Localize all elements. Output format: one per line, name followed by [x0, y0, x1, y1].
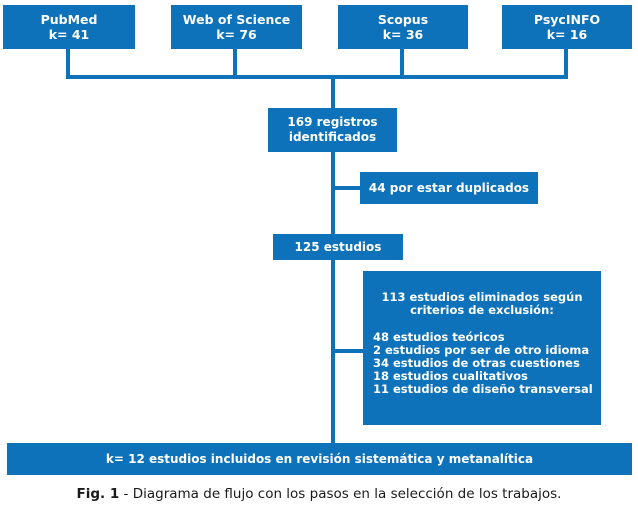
- source-box-pubmed: [3, 5, 135, 49]
- excluded-reason-item: 18 estudios cualitativos: [373, 369, 528, 383]
- source-box-psycinfo: [502, 5, 632, 49]
- connector-horizontal-sources: [66, 75, 568, 79]
- source-name: Scopus: [377, 11, 429, 27]
- duplicates-label: 44 por estar duplicados: [368, 180, 530, 195]
- connector-drop-identified: [331, 75, 335, 108]
- source-count: k= 41: [48, 27, 90, 42]
- identified-line2: identificados: [288, 130, 377, 144]
- source-name: PubMed: [40, 11, 98, 27]
- connector-branch-excluded: [333, 349, 365, 353]
- excluded-header-line1: 113 estudios eliminados según: [381, 290, 583, 304]
- figure-caption-label: Fig. 1: [76, 486, 120, 502]
- connector-trunk-upper: [331, 152, 335, 234]
- included-studies-box: [7, 443, 632, 475]
- source-name: Web of Science: [182, 11, 291, 27]
- identified-records-box: [268, 108, 397, 152]
- identified-line1: 169 registros: [287, 115, 378, 130]
- excluded-reason-item: 11 estudios de diseño transversal: [373, 382, 593, 396]
- excluded-studies-box: [363, 271, 601, 425]
- excluded-reasons-list: [363, 317, 601, 396]
- excluded-reason-item: 48 estudios teóricos: [373, 330, 505, 344]
- source-count: k= 36: [382, 27, 424, 42]
- excluded-reason-item: 2 estudios por ser de otro idioma: [373, 343, 590, 357]
- excluded-header-line2: criterios de exclusión:: [410, 303, 554, 317]
- remaining-studies-label: 125 estudios: [294, 239, 382, 254]
- excluded-header: [363, 271, 601, 317]
- remaining-studies-box: [273, 234, 403, 260]
- source-box-web-of-science: [171, 5, 302, 49]
- source-name: PsycINFO: [533, 11, 601, 27]
- excluded-reason-item: 34 estudios de otras cuestiones: [373, 356, 580, 370]
- source-count: k= 76: [216, 27, 257, 42]
- source-count: k= 16: [546, 27, 588, 42]
- included-label: k= 12 estudios incluidos en revisión sistemática y metanalítica: [105, 451, 534, 466]
- figure-caption: [0, 486, 638, 502]
- figure-caption-text: - Diagrama de flujo con los pasos en la selección de los trabajos.: [119, 486, 562, 502]
- connector-branch-duplicates: [333, 186, 363, 190]
- source-box-scopus: [338, 5, 468, 49]
- duplicates-box: [360, 172, 538, 204]
